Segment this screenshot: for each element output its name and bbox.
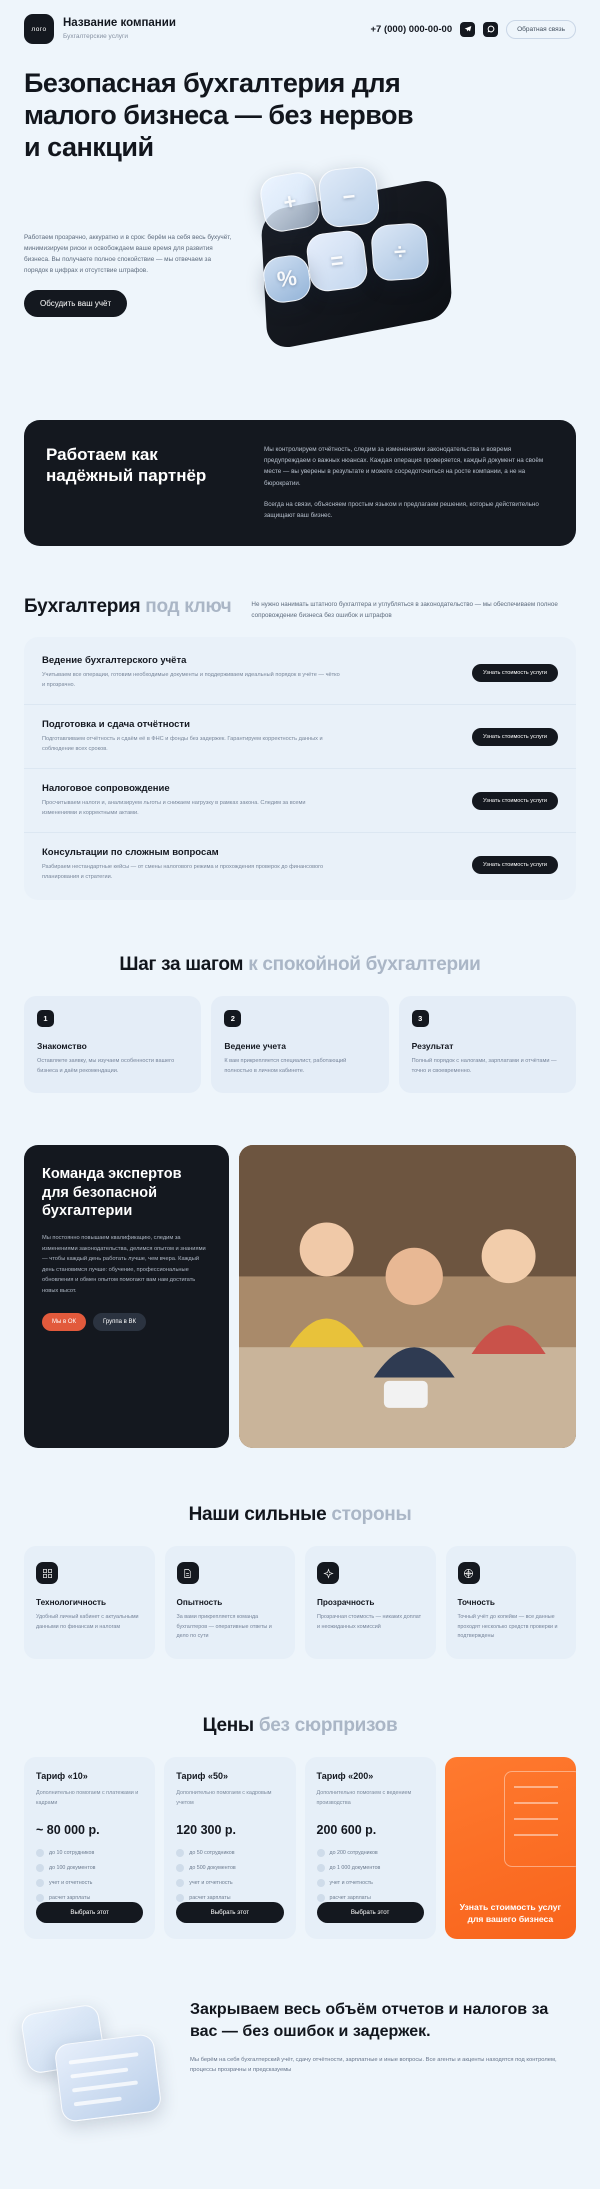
plan-feature (36, 1879, 143, 1887)
service-price-button[interactable]: Узнать стоимость услуги (472, 728, 558, 746)
check-icon (317, 1879, 325, 1887)
strength-desc: За вами прикрепляется команда бухгалтеров — оперативные ответы и дело по сути (176, 1614, 272, 1639)
plan-feature (176, 1849, 283, 1857)
service-row (24, 641, 576, 705)
step-desc: К вам прикрепляется специалист, работающий полностью в личном кабинете. (224, 1058, 347, 1074)
step-desc: Оставляете заявку, мы изучаем особенности вашего бизнеса и даём рекомендации. (37, 1058, 175, 1074)
brand-name: Название компании (63, 16, 176, 29)
logo-badge (24, 14, 54, 44)
steps-title (0, 954, 600, 976)
strength-title: Прозрачность (317, 1598, 375, 1608)
ok-link-button[interactable]: Мы в ОК (42, 1313, 86, 1331)
plan-feature-label: учет и отчетность (329, 1880, 373, 1887)
service-row (24, 705, 576, 769)
plan-feature (176, 1864, 283, 1872)
service-desc: Просчитываем налоги и, анализируем льготы и снижаем нагрузку в рамках закона. Следим за всеми изменениями и корректными актами. (42, 800, 306, 816)
check-icon (317, 1849, 325, 1857)
team-title: Команда экспертов для безопасной бухгалтерии (42, 1165, 182, 1220)
team-photo (239, 1145, 576, 1448)
strengths-title-muted: стороны (331, 1504, 412, 1526)
check-icon (36, 1879, 44, 1887)
plan-feature-label: расчет зарплаты (189, 1895, 231, 1902)
logo-label: лого (31, 25, 47, 33)
step-number: 3 (412, 1010, 429, 1027)
calculator-tile-equals: = (305, 228, 370, 293)
target-icon (458, 1562, 480, 1584)
promo-text: Узнать стоимость услуг для вашего бизнеса (459, 1902, 562, 1924)
plan-name: Тариф «10» (36, 1771, 88, 1782)
page-title: Безопасная бухгалтерия для малого бизнеса — без нервов и санкций (24, 68, 414, 162)
check-icon (317, 1894, 325, 1902)
calculator-tile-minus: − (317, 165, 381, 229)
partner-paragraph-2: Всегда на связи, объясняем простым языком и предлагаем решения, которые действительно защищают ваш бизнес. (264, 500, 539, 520)
price-card (164, 1757, 295, 1939)
partner-title: Работаем как надёжный партнёр (46, 444, 207, 485)
closing-section (0, 1999, 600, 2189)
services-title-muted: под ключ (145, 595, 232, 617)
strengths-title-main: Наши сильные (188, 1504, 327, 1526)
choose-plan-button[interactable]: Выбрать этот (36, 1902, 143, 1923)
service-name: Подготовка и сдача отчётности (42, 719, 190, 731)
telegram-icon[interactable] (460, 22, 475, 37)
brand[interactable] (24, 14, 176, 44)
calculator-tile-plus: + (258, 169, 323, 234)
hero-cta-button[interactable]: Обсудить ваш учёт (24, 290, 127, 317)
partner-section (24, 420, 576, 546)
service-desc: Учитываем все операции, готовим необходимые документы и поддерживаем идеальный порядок в учёте — чётко и прозрачно. (42, 672, 340, 688)
closing-text: Мы берём на себя бухгалтерский учёт, сдачу отчётности, зарплатные и иные вопросы. Все агенты и акценты находятся под контролем, процессы прозрачны и предсказуемы (190, 2056, 557, 2074)
check-icon (317, 1864, 325, 1872)
step-card (24, 996, 201, 1093)
strengths-section (0, 1504, 600, 1659)
plan-feature-label: расчет зарплаты (329, 1895, 371, 1902)
service-price-button[interactable]: Узнать стоимость услуги (472, 792, 558, 810)
step-title: Знакомство (37, 1041, 87, 1052)
team-social-buttons (42, 1313, 211, 1331)
plan-feature (176, 1894, 283, 1902)
plan-feature (317, 1894, 424, 1902)
check-icon (176, 1864, 184, 1872)
document-icon (177, 1562, 199, 1584)
price-card (305, 1757, 436, 1939)
service-price-button[interactable]: Узнать стоимость услуги (472, 664, 558, 682)
brand-text (63, 17, 176, 41)
plan-subtitle: Дополнительно помогаем с кадровым учетом (176, 1790, 272, 1806)
closing-tile-front (54, 2034, 163, 2124)
hero-body (24, 182, 576, 372)
closing-illustration (24, 1999, 174, 2149)
plan-feature-label: учет и отчетность (189, 1880, 233, 1887)
grid-icon (36, 1562, 58, 1584)
check-icon (36, 1849, 44, 1857)
hero-illustration (246, 172, 576, 372)
plan-feature (36, 1849, 143, 1857)
step-title: Результат (411, 1041, 454, 1052)
plan-subtitle: Дополнительно помогаем с ведением производства (316, 1790, 412, 1806)
strength-card (165, 1546, 296, 1659)
plan-name: Тариф «50» (176, 1771, 228, 1782)
sparkle-icon (317, 1562, 339, 1584)
strength-card (305, 1546, 436, 1659)
strengths-cards (0, 1546, 600, 1659)
plan-feature (36, 1894, 143, 1902)
service-price-button[interactable]: Узнать стоимость услуги (472, 856, 558, 874)
choose-plan-button[interactable]: Выбрать этот (176, 1902, 283, 1923)
plan-feature-label: до 1 000 документов (329, 1865, 381, 1872)
team-text: Мы постоянно повышаем квалификацию, следим за изменениями законодательства, делимся опытом и знаниями — чтобы каждый день работать лучше, чем вчера. Каждый день становимся лучше: обучение, профессиональные обновления и обмен опытом помогают вам нам достигать новых высот. (42, 1235, 206, 1295)
services-list (24, 637, 576, 900)
strength-card (24, 1546, 155, 1659)
service-desc: Разбираем нестандартные кейсы — от смены налогового режима и прохождения проверок до финансового планирования и стратегии. (42, 864, 324, 880)
services-title (24, 596, 231, 618)
calculator-tile-divide: ÷ (370, 222, 430, 282)
plan-feature-label: до 200 сотрудников (329, 1850, 378, 1857)
header-actions (371, 20, 577, 39)
check-icon (36, 1894, 44, 1902)
site-header (0, 0, 600, 54)
pricing-title (0, 1715, 600, 1737)
step-number: 1 (37, 1010, 54, 1027)
service-row (24, 769, 576, 833)
check-icon (176, 1879, 184, 1887)
phone-number[interactable]: +7 (000) 000-00-00 (370, 23, 453, 35)
steps-title-muted: к спокойной бухгалтерии (248, 954, 481, 976)
pricing-title-muted: без сюрпризов (258, 1715, 398, 1737)
plan-price: ~ 80 000 р. (36, 1823, 100, 1838)
hero-paragraph: Работаем прозрачно, аккуратно и в срок: берём на себя весь бухучёт, минимизируем риски и освобождаем ваше время для развития бизнеса. Вы получаете полное спокойствие — мы отвечаем за порядок в цифрах и отсутствие штрафов. (24, 233, 232, 275)
strength-title: Опытность (176, 1598, 223, 1608)
pricing-title-main: Цены (202, 1715, 254, 1737)
plan-price: 120 300 р. (176, 1823, 237, 1838)
services-lead: Не нужно нанимать штатного бухгалтера и углубляться в законодательство — мы обеспечиваем полное сопровождение бизнеса без ошибок и штрафов (251, 600, 558, 619)
partner-text (264, 444, 554, 522)
promo-card[interactable] (445, 1757, 576, 1939)
step-card (211, 996, 388, 1093)
calculator-tile-percent: % (261, 253, 313, 305)
plan-feature-label: до 500 документов (189, 1865, 236, 1872)
plan-subtitle: Дополнительно помогаем с платежами и кадрами (36, 1790, 139, 1806)
steps-cards (0, 996, 600, 1093)
service-name: Ведение бухгалтерского учёта (42, 655, 187, 667)
check-icon (176, 1894, 184, 1902)
plan-price: 200 600 р. (316, 1823, 377, 1838)
step-card (399, 996, 576, 1093)
plan-feature-label: до 100 документов (49, 1865, 96, 1872)
service-name: Налоговое сопровождение (42, 783, 170, 795)
vk-link-button[interactable]: Группа в ВК (93, 1313, 146, 1331)
check-icon (176, 1849, 184, 1857)
step-number: 2 (224, 1010, 241, 1027)
pricing-section (0, 1715, 600, 1939)
checklist-icon (504, 1771, 576, 1867)
hero-text-block (24, 186, 234, 318)
strengths-title (0, 1504, 600, 1526)
team-section (0, 1145, 600, 1448)
closing-text-block (190, 1999, 576, 2149)
plan-feature (317, 1879, 424, 1887)
services-section (0, 596, 600, 901)
plan-feature (176, 1879, 283, 1887)
plan-feature (317, 1864, 424, 1872)
steps-section (0, 954, 600, 1093)
partner-paragraph-1: Мы контролируем отчётность, следим за изменениями законодательства и вовремя предупреждаем о важных нюансах. Каждая операция проверяется, каждый документ на своём месте — вы уверены в результате и можете сосредоточиться на росте компании, а не на бюрократии. (264, 445, 544, 487)
plan-feature (36, 1864, 143, 1872)
hero-section (0, 54, 600, 372)
strength-title: Точность (457, 1598, 495, 1608)
plan-feature-label: учет и отчетность (49, 1880, 93, 1887)
plan-features (317, 1849, 424, 1902)
plan-features (36, 1849, 143, 1902)
callback-button[interactable]: Обратная связь (506, 20, 576, 39)
strength-desc: Точный учёт до копейки — все данные проходят несколько средств проверки и подтверждены (457, 1614, 558, 1639)
plan-feature-label: расчет зарплаты (49, 1895, 91, 1902)
check-icon (36, 1864, 44, 1872)
pricing-cards (0, 1757, 600, 1939)
whatsapp-icon[interactable] (483, 22, 498, 37)
closing-title: Закрываем весь объём отчетов и налогов за вас — без ошибок и задержек. (190, 2001, 549, 2041)
strength-desc: Прозрачная стоимость — никаких доплат и неожиданных комиссий (317, 1614, 422, 1630)
services-header (0, 596, 600, 622)
service-desc: Подготавливаем отчётность и сдаём её в ФНС и фонды без задержек. Гарантируем корректность данных и соблюдение всех сроков. (42, 736, 323, 752)
service-row (24, 833, 576, 896)
choose-plan-button[interactable]: Выбрать этот (317, 1902, 424, 1923)
plan-feature-label: до 10 сотрудников (49, 1850, 95, 1857)
services-title-main: Бухгалтерия (24, 595, 141, 617)
plan-feature-label: до 50 сотрудников (189, 1850, 235, 1857)
team-card (24, 1145, 229, 1448)
step-desc: Полный порядок с налогами, зарплатами и отчётами — точно и своевременно. (411, 1058, 557, 1074)
strength-title: Технологичность (36, 1598, 107, 1608)
plan-features (176, 1849, 283, 1902)
price-card (24, 1757, 155, 1939)
plan-feature (317, 1849, 424, 1857)
strength-desc: Удобный личный кабинет с актуальными данными по финансам и налогам (36, 1614, 139, 1630)
step-title: Ведение учета (224, 1041, 286, 1052)
service-name: Консультации по сложным вопросам (42, 847, 219, 859)
strength-card (446, 1546, 577, 1659)
brand-subtitle: Бухгалтерские услуги (63, 32, 129, 40)
plan-name: Тариф «200» (316, 1771, 374, 1782)
steps-title-main: Шаг за шагом (119, 954, 244, 976)
